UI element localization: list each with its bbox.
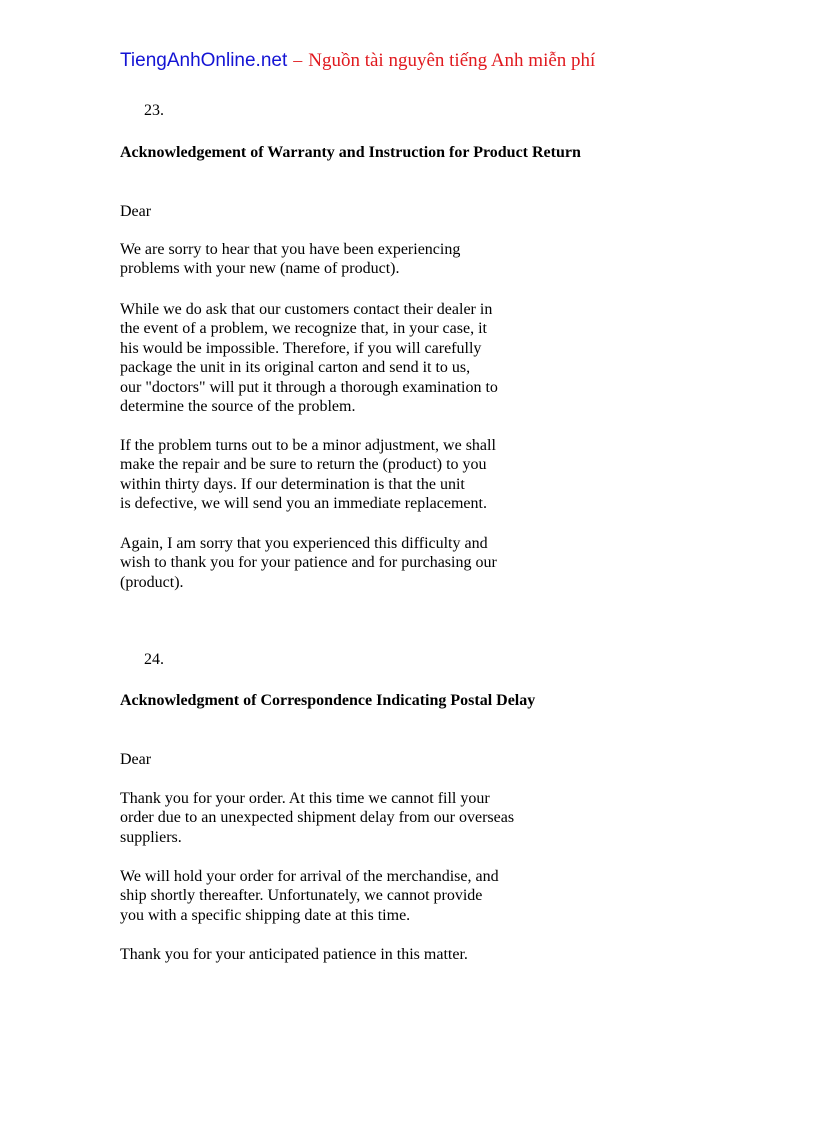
header-tagline: Nguồn tài nguyên tiếng Anh miễn phí — [308, 50, 596, 71]
paragraph-line: ship shortly thereafter. Unfortunately, we cannot provide — [120, 887, 483, 905]
paragraph-line: within thirty days. If our determination is that the unit — [120, 475, 465, 493]
letter-paragraph — [120, 867, 499, 925]
paragraph-line: you with a specific shipping date at this time. — [120, 906, 411, 924]
paragraph-line: If the problem turns out to be a minor adjustment, we shall — [120, 437, 496, 454]
paragraph-line: the event of a problem, we recognize that, in your case, it — [120, 320, 487, 338]
letter-paragraph — [120, 240, 460, 279]
letter-paragraph — [120, 300, 498, 416]
site-name-link[interactable]: TiengAnhOnline.net — [120, 50, 288, 71]
paragraph-line: package the unit in its original carton and send it to us, — [120, 359, 471, 377]
paragraph-line: problems with your new (name of product). — [120, 260, 400, 278]
paragraph-line: is defective, we will send you an immediate replacement. — [120, 495, 487, 513]
paragraph-line: We are sorry to hear that you have been experiencing — [120, 241, 461, 258]
page-header — [120, 50, 595, 72]
paragraph-line: suppliers. — [120, 828, 182, 846]
letter-paragraph — [120, 436, 496, 514]
paragraph-line: make the repair and be sure to return the (product) to you — [120, 456, 487, 474]
letter-number: 24. — [144, 651, 164, 668]
letter-salutation: Dear — [120, 751, 152, 768]
letter-title: Acknowledgement of Warranty and Instruction for Product Return — [120, 144, 581, 161]
letter-number: 23. — [144, 102, 164, 119]
paragraph-line: our "doctors" will put it through a thorough examination to — [120, 378, 498, 396]
paragraph-line: We will hold your order for arrival of the merchandise, and — [120, 868, 499, 885]
paragraph-line: determine the source of the problem. — [120, 398, 356, 416]
letter-title: Acknowledgment of Correspondence Indicating Postal Delay — [120, 692, 536, 709]
paragraph-line: Thank you for your order. At this time we cannot fill your — [120, 790, 490, 807]
header-separator: – — [293, 50, 303, 70]
paragraph-line: Thank you for your anticipated patience in this matter. — [120, 946, 468, 963]
letter-paragraph — [120, 789, 514, 847]
letter-paragraph — [120, 945, 468, 964]
paragraph-line: (product). — [120, 573, 184, 591]
paragraph-line: wish to thank you for your patience and for purchasing our — [120, 554, 497, 572]
letter-paragraph — [120, 534, 497, 592]
paragraph-line: Again, I am sorry that you experienced this difficulty and — [120, 535, 488, 552]
paragraph-line: order due to an unexpected shipment delay from our overseas — [120, 809, 515, 827]
paragraph-line: While we do ask that our customers contact their dealer in — [120, 301, 493, 318]
paragraph-line: his would be impossible. Therefore, if you will carefully — [120, 339, 482, 357]
letter-salutation: Dear — [120, 203, 152, 220]
